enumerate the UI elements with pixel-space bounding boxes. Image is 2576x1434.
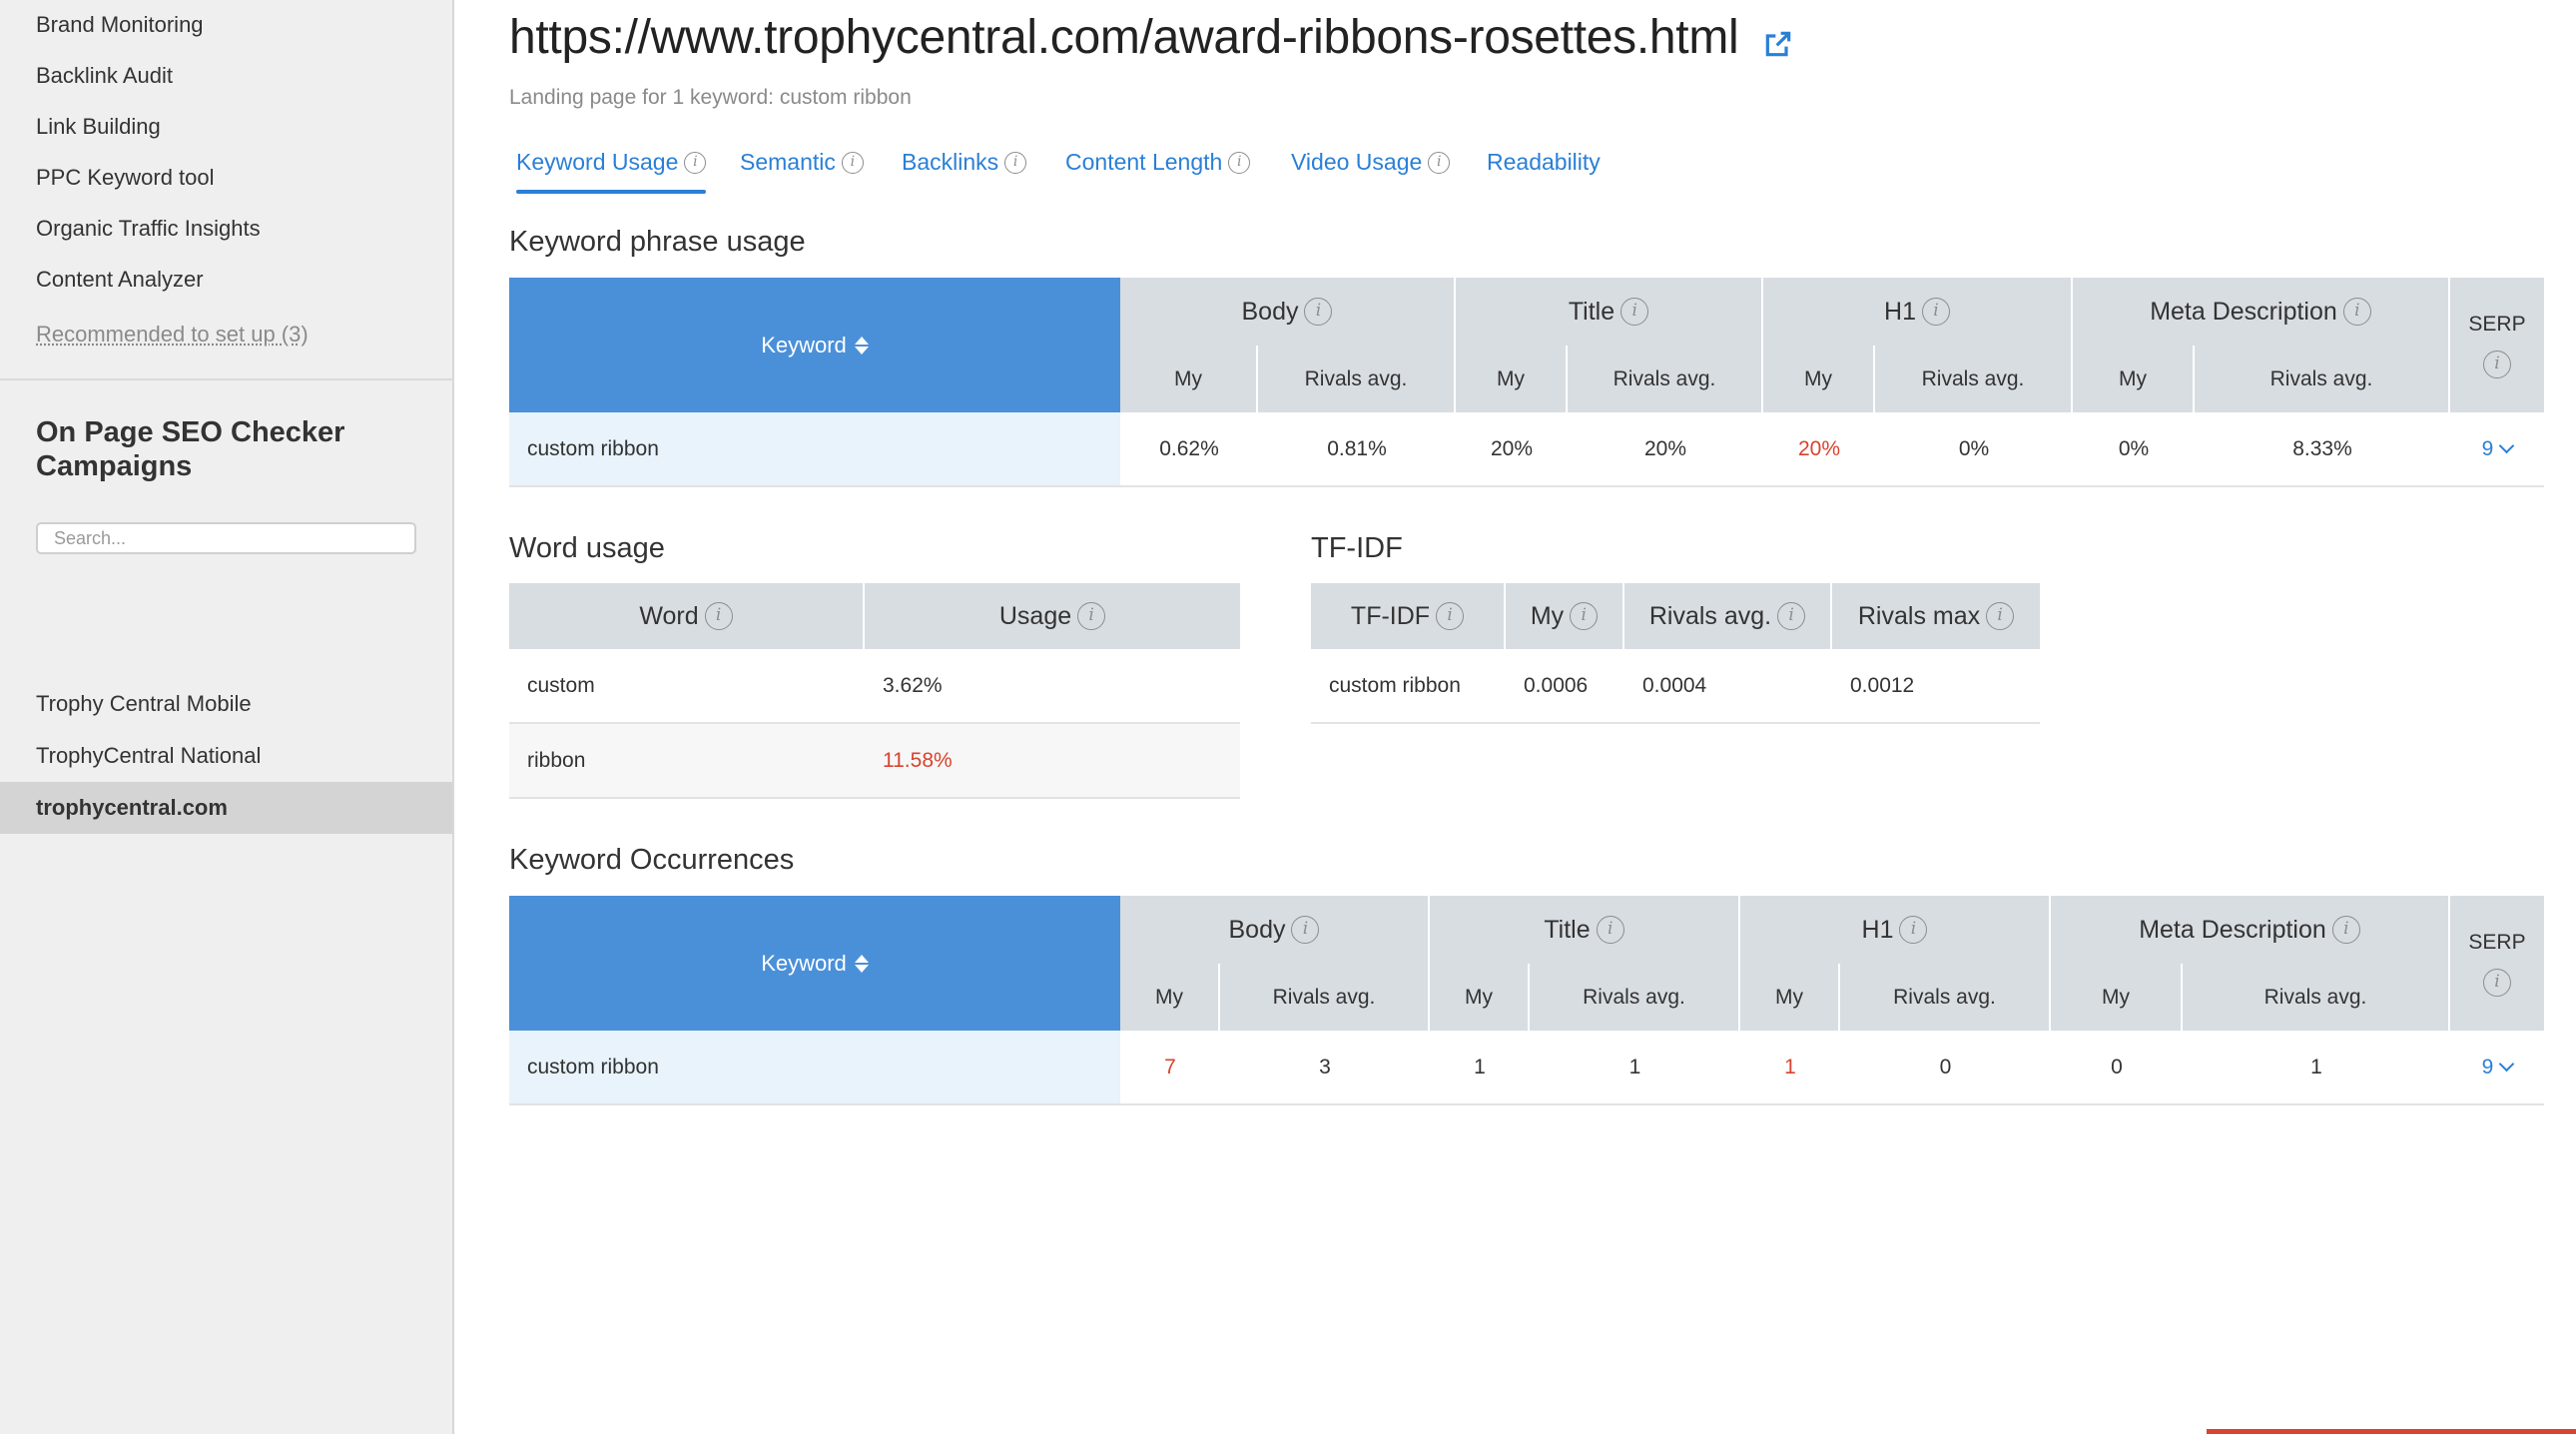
chevron-down-icon: [2499, 1057, 2515, 1073]
info-icon[interactable]: i: [1597, 916, 1624, 944]
tab-label: Readability: [1487, 149, 1601, 175]
body-group-header: [1120, 278, 1456, 346]
title-rivals-header: Rivals avg.: [1568, 346, 1763, 412]
campaign-search-input[interactable]: [36, 522, 416, 554]
campaign-item-trophycentral-com[interactable]: trophycentral.com: [0, 782, 452, 834]
title-my-value: 1: [1474, 1055, 1486, 1078]
info-icon[interactable]: i: [1428, 152, 1450, 174]
group-label: Body: [1241, 297, 1299, 326]
sidebar-link-organic-traffic-insights[interactable]: Organic Traffic Insights: [36, 216, 261, 241]
info-icon[interactable]: i: [2343, 298, 2371, 326]
serp-dropdown[interactable]: [2450, 1031, 2544, 1103]
tab-semantic[interactable]: [740, 149, 864, 176]
body-rivals-header: Rivals avg.: [1220, 964, 1430, 1031]
meta-my-value: 0: [2111, 1055, 2123, 1078]
title-my-header: My: [1430, 964, 1530, 1031]
meta-rivals-value: 1: [2310, 1055, 2322, 1078]
info-icon[interactable]: i: [1777, 602, 1805, 630]
info-icon[interactable]: i: [705, 602, 733, 630]
tab-video-usage[interactable]: [1291, 149, 1450, 176]
h1-my-header: My: [1763, 346, 1875, 412]
h1-rivals-header: Rivals avg.: [1840, 964, 2051, 1031]
tfidf-rivals-avg-value: 0.0004: [1642, 673, 1707, 697]
header-label: TF-IDF: [1350, 601, 1431, 630]
title-rivals-value: 1: [1628, 1055, 1641, 1078]
body-my-value: 7: [1164, 1055, 1176, 1078]
keyword-occurrences-title: Keyword Occurrences: [509, 844, 795, 876]
tfidf-rivals-avg-header: [1624, 583, 1832, 649]
h1-my-header: My: [1740, 964, 1840, 1031]
title-rivals-value: 20%: [1643, 436, 1687, 460]
campaign-item-trophycentral-national[interactable]: TrophyCentral National: [36, 743, 262, 768]
external-link-icon[interactable]: [1762, 28, 1794, 60]
usage-column-header: [865, 583, 1240, 649]
group-label: Meta Description: [2150, 297, 2337, 326]
group-label: Title: [1544, 915, 1591, 944]
tab-label: Content Length: [1065, 149, 1223, 175]
info-icon[interactable]: i: [2483, 351, 2511, 378]
info-icon[interactable]: i: [1004, 152, 1026, 174]
word-cell: custom: [527, 673, 595, 697]
info-icon[interactable]: i: [842, 152, 864, 174]
tfidf-keyword-cell: custom ribbon: [1329, 673, 1461, 697]
word-cell: ribbon: [509, 724, 865, 797]
meta-rivals-header: Rivals avg.: [2195, 346, 2450, 412]
group-label: Meta Description: [2139, 915, 2326, 944]
group-label: Title: [1568, 297, 1615, 326]
sidebar-link-ppc-keyword-tool[interactable]: PPC Keyword tool: [36, 165, 215, 190]
tab-keyword-usage[interactable]: [516, 149, 706, 176]
serp-column-header: [2450, 896, 2544, 1031]
campaign-item-trophy-central-mobile[interactable]: Trophy Central Mobile: [36, 691, 252, 716]
table-row-keyword: custom ribbon: [509, 1031, 1120, 1103]
meta-my-value: 0%: [2118, 436, 2150, 460]
tab-label: Video Usage: [1291, 149, 1423, 175]
meta-rivals-header: Rivals avg.: [2183, 964, 2450, 1031]
campaigns-title: On Page SEO Checker Campaigns: [36, 416, 345, 482]
chevron-down-icon: [2499, 438, 2515, 454]
info-icon[interactable]: i: [684, 152, 706, 174]
h1-my-value: 1: [1784, 1055, 1796, 1078]
active-tab-indicator: [516, 190, 706, 194]
tfidf-title: TF-IDF: [1311, 532, 1403, 564]
header-label: Usage: [998, 601, 1072, 630]
tab-content-length[interactable]: [1065, 149, 1250, 176]
info-icon[interactable]: i: [2332, 916, 2360, 944]
sidebar-link-content-analyzer[interactable]: Content Analyzer: [36, 267, 204, 292]
h1-rivals-header: Rivals avg.: [1875, 346, 2073, 412]
info-icon[interactable]: i: [1986, 602, 2014, 630]
info-icon[interactable]: i: [1228, 152, 1250, 174]
body-group-header: [1120, 896, 1430, 964]
serp-value: 9: [2481, 436, 2494, 460]
info-icon[interactable]: i: [1077, 602, 1105, 630]
info-icon[interactable]: i: [2483, 969, 2511, 997]
info-icon[interactable]: i: [1620, 298, 1648, 326]
tab-label: Backlinks: [902, 149, 999, 175]
serp-column-header: [2450, 278, 2544, 412]
body-rivals-header: Rivals avg.: [1258, 346, 1456, 412]
sidebar-link-backlink-audit[interactable]: Backlink Audit: [36, 63, 173, 88]
title-group-header: [1456, 278, 1763, 346]
keyword-column-header[interactable]: [509, 278, 1120, 412]
h1-rivals-value: 0%: [1958, 436, 1990, 460]
recommended-setup-link[interactable]: Recommended to set up (3): [36, 322, 309, 347]
body-my-header: My: [1120, 964, 1220, 1031]
h1-my-value: 20%: [1797, 436, 1841, 460]
usage-cell: 11.58%: [865, 724, 1240, 797]
h1-group-header: [1763, 278, 2073, 346]
title-my-value: 20%: [1490, 436, 1534, 460]
tfidf-my-header: [1506, 583, 1624, 649]
serp-label: SERP: [2468, 930, 2526, 954]
sort-icon[interactable]: [855, 955, 869, 973]
title-rivals-header: Rivals avg.: [1530, 964, 1740, 1031]
usage-cell: 3.62%: [883, 673, 943, 697]
sort-icon[interactable]: [855, 337, 869, 355]
info-icon[interactable]: i: [1436, 602, 1464, 630]
keyword-header-label: Keyword: [761, 950, 847, 976]
info-icon[interactable]: i: [1304, 298, 1332, 326]
title-group-header: [1430, 896, 1740, 964]
serp-dropdown[interactable]: [2450, 412, 2544, 485]
tab-readability[interactable]: [1487, 149, 1601, 176]
page-url-title: https://www.trophycentral.com/award-ribbons-rosettes.html: [509, 11, 1739, 64]
word-usage-title: Word usage: [509, 532, 665, 564]
header-label: Word: [639, 601, 699, 630]
tab-label: Keyword Usage: [516, 149, 679, 175]
keyword-column-header[interactable]: [509, 896, 1120, 1031]
row-divider: [509, 485, 2544, 487]
body-my-value: 0.62%: [1159, 436, 1219, 460]
header-label: Rivals avg.: [1648, 601, 1772, 630]
keyword-phrase-usage-title: Keyword phrase usage: [509, 226, 806, 258]
body-my-header: My: [1120, 346, 1258, 412]
serp-label: SERP: [2468, 312, 2526, 336]
page-subtitle: Landing page for 1 keyword: custom ribbon: [509, 86, 912, 109]
row-divider: [509, 797, 1240, 799]
body-rivals-value: 3: [1319, 1055, 1331, 1078]
meta-description-group-header: [2051, 896, 2450, 964]
tfidf-column-header: [1311, 583, 1506, 649]
meta-my-header: My: [2051, 964, 2183, 1031]
meta-my-header: My: [2073, 346, 2195, 412]
tfidf-my-value: 0.0006: [1524, 673, 1589, 697]
table-row-keyword: custom ribbon: [509, 412, 1120, 485]
tab-label: Semantic: [740, 149, 836, 175]
header-label: My: [1530, 601, 1565, 630]
tfidf-rivals-max-header: [1832, 583, 2040, 649]
info-icon[interactable]: i: [1291, 916, 1319, 944]
keyword-header-label: Keyword: [761, 332, 847, 358]
info-icon[interactable]: i: [1899, 916, 1927, 944]
header-label: Rivals max: [1857, 601, 1981, 630]
bottom-action-bar-edge[interactable]: [2207, 1429, 2576, 1434]
sidebar-divider: [0, 378, 454, 380]
tab-backlinks[interactable]: [902, 149, 1026, 176]
h1-group-header: [1740, 896, 2051, 964]
group-label: Body: [1228, 915, 1286, 944]
sidebar-link-brand-monitoring[interactable]: Brand Monitoring: [36, 12, 204, 37]
row-divider: [509, 1103, 2544, 1105]
sidebar-link-link-building[interactable]: Link Building: [36, 114, 161, 139]
serp-value: 9: [2481, 1055, 2494, 1078]
group-label: H1: [1861, 915, 1894, 944]
sidebar: [0, 0, 454, 1434]
tfidf-rivals-max-value: 0.0012: [1850, 673, 1915, 697]
h1-rivals-value: 0: [1939, 1055, 1952, 1078]
group-label: H1: [1884, 297, 1916, 326]
body-rivals-value: 0.81%: [1327, 436, 1387, 460]
row-divider: [1311, 722, 2040, 724]
meta-rivals-value: 8.33%: [2292, 436, 2352, 460]
meta-description-group-header: [2073, 278, 2450, 346]
info-icon[interactable]: i: [1570, 602, 1598, 630]
title-my-header: My: [1456, 346, 1568, 412]
word-column-header: [509, 583, 865, 649]
info-icon[interactable]: i: [1922, 298, 1950, 326]
